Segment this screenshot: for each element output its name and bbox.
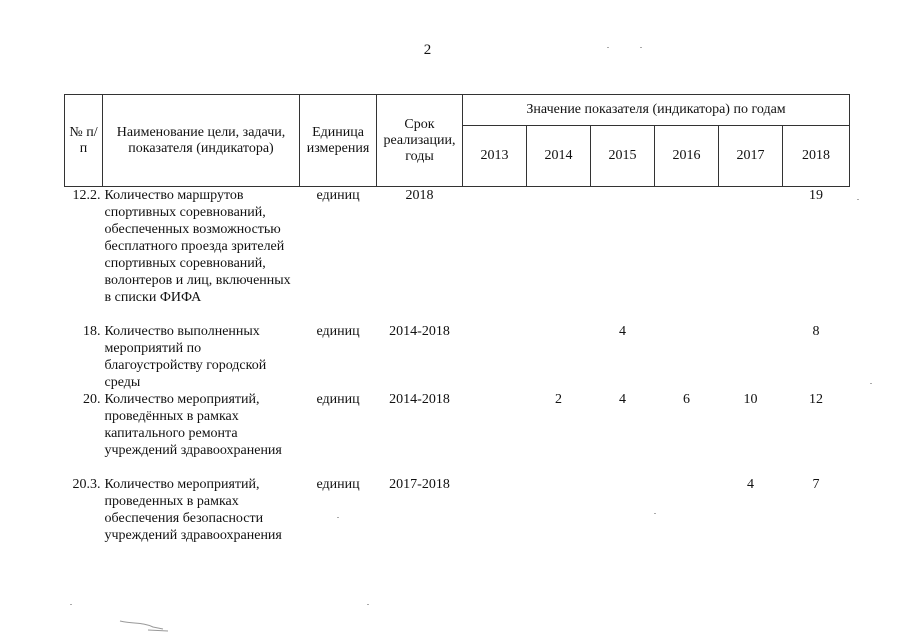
row-period: 2014-2018	[389, 324, 450, 339]
row-name: Количество выполненных мероприятий по благоустройству городской среды	[104, 324, 267, 390]
header-unit: Единица измерения	[300, 95, 377, 187]
row-number: 20.	[83, 392, 101, 407]
row-value-2016	[655, 323, 719, 391]
row-unit: единиц	[316, 324, 360, 339]
row-value-2018: 12	[809, 392, 824, 407]
row-name: Количество мероприятий, проведённых в рамках капитального ремонта учреждений здравоохранения	[104, 392, 282, 458]
row-value-2014: 2	[555, 392, 562, 407]
table-body	[65, 187, 850, 562]
header-year: 2015	[591, 126, 655, 187]
table-row	[65, 391, 850, 476]
row-value-2016: 6	[683, 392, 690, 407]
table-header	[65, 95, 850, 187]
row-value-2017: 10	[743, 392, 758, 407]
row-period: 2017-2018	[389, 477, 450, 492]
scan-speck	[70, 604, 72, 605]
row-value-2015: 4	[619, 392, 626, 407]
row-value-2017: 4	[747, 477, 754, 492]
row-unit: единиц	[316, 188, 360, 203]
row-value-2013	[463, 323, 527, 391]
row-number: 20.3.	[72, 477, 101, 492]
scan-speck	[857, 199, 859, 200]
header-year: 2016	[655, 126, 719, 187]
row-value-2014	[527, 476, 591, 561]
header-values-group: Значение показателя (индикатора) по годам	[463, 95, 850, 126]
table-row	[65, 476, 850, 561]
row-value-2018: 7	[812, 477, 820, 492]
scan-speck	[607, 47, 609, 48]
row-unit: единиц	[316, 392, 360, 407]
row-name: Количество мероприятий, проведенных в рамках обеспечения безопасности учреждений здравоохранения	[104, 477, 282, 543]
header-year: 2018	[783, 126, 850, 187]
row-value-2015: 4	[619, 324, 626, 339]
row-value-2018: 19	[809, 188, 824, 203]
scan-scribble	[118, 618, 173, 632]
row-value-2013	[463, 187, 527, 324]
row-period: 2014-2018	[389, 392, 450, 407]
row-value-2017	[719, 187, 783, 324]
scan-speck	[870, 383, 872, 384]
indicator-table	[64, 94, 850, 561]
page-number: 2	[423, 42, 432, 58]
row-number: 18.	[83, 324, 101, 339]
header-name: Наименование цели, задачи, показателя (индикатора)	[103, 95, 300, 187]
row-value-2016	[655, 476, 719, 561]
header-year: 2013	[463, 126, 527, 187]
scan-speck	[337, 517, 339, 518]
row-value-2013	[463, 391, 527, 476]
scan-speck	[640, 47, 642, 48]
row-value-2015	[591, 476, 655, 561]
table-row	[65, 187, 850, 324]
table-row	[65, 323, 850, 391]
row-value-2014	[527, 187, 591, 324]
row-value-2018: 8	[812, 324, 820, 339]
row-unit: единиц	[316, 477, 360, 492]
row-value-2014	[527, 323, 591, 391]
row-value-2013	[463, 476, 527, 561]
row-value-2017	[719, 323, 783, 391]
scan-speck	[367, 604, 369, 605]
row-value-2015	[591, 187, 655, 324]
row-number: 12.2.	[72, 188, 101, 203]
scan-speck	[654, 513, 656, 514]
header-num: № п/п	[65, 95, 103, 187]
header-period: Срок реализации, годы	[377, 95, 463, 187]
row-name: Количество маршрутов спортивных соревнований, обеспеченных возможностью бесплатного проезда зрителей спортивных соревнований, волонтеров и лиц, включенных в списки ФИФА	[104, 188, 291, 305]
row-period: 2018	[405, 188, 434, 203]
header-year: 2017	[719, 126, 783, 187]
header-year: 2014	[527, 126, 591, 187]
row-value-2016	[655, 187, 719, 324]
